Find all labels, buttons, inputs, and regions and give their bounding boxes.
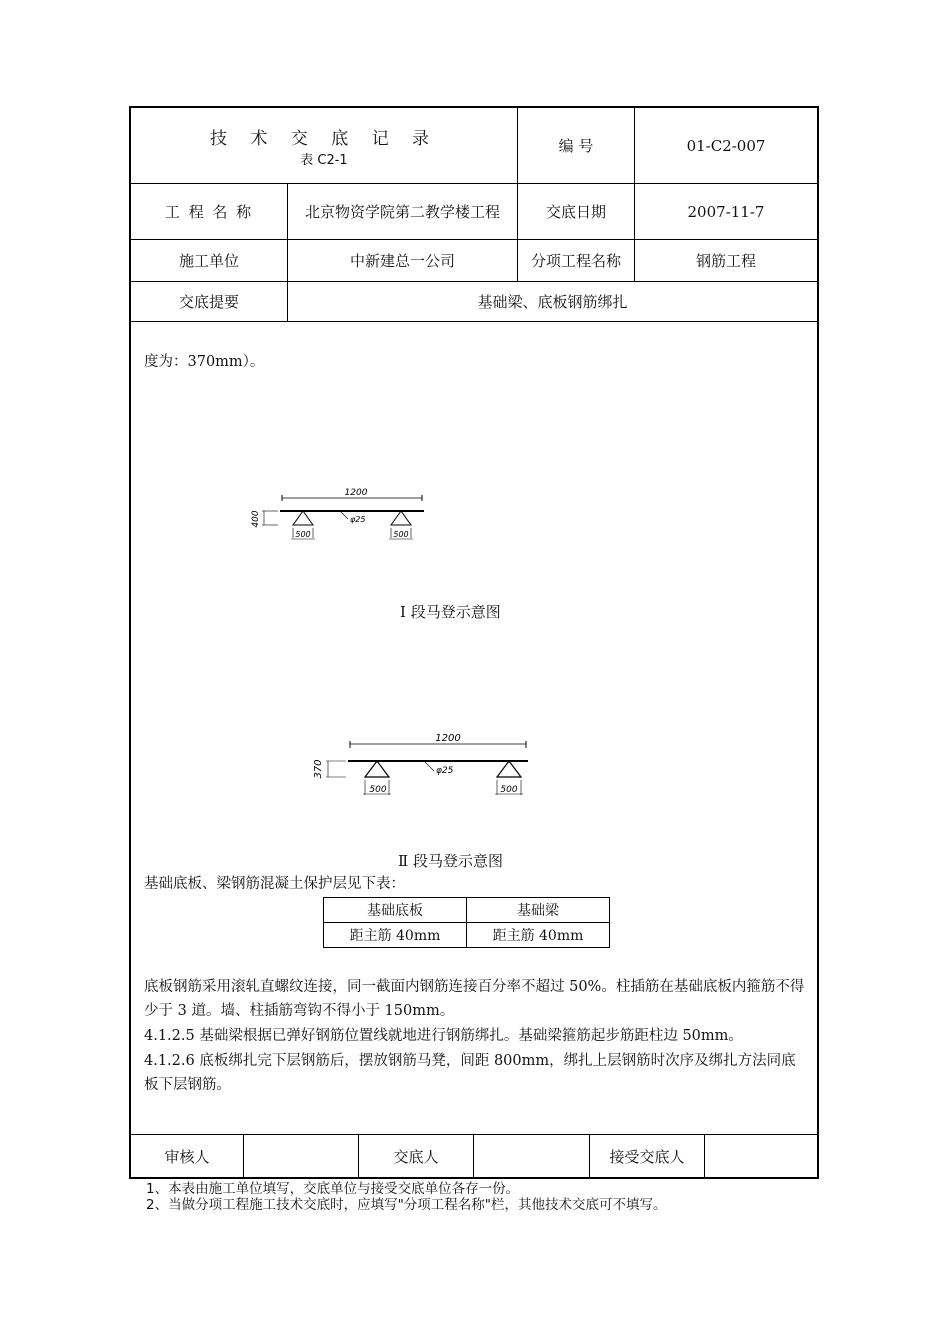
row-divider [129, 321, 819, 322]
summary-label: 交底提要 [178, 293, 239, 311]
height-label: 370 [313, 759, 324, 779]
title-cell [131, 108, 517, 183]
subproject-label: 分项工程名称 [530, 252, 621, 270]
reviewer-label: 审核人 [164, 1147, 210, 1166]
leg-label-right: 500 [393, 530, 409, 539]
code-label: 编 号 [558, 137, 594, 155]
table-row [324, 923, 610, 948]
bar-label: φ25 [436, 766, 454, 776]
leader-line [424, 761, 434, 771]
summary-value: 基础梁、底板钢筋绑扎 [477, 293, 628, 311]
footnote-1: 1、本表由施工单位填写，交底单位与接受交底单位各存一份。 [146, 1181, 520, 1197]
diagram-2-caption: Ⅱ 段马登示意图 [398, 852, 503, 870]
body-paragraph: 4.1.2.6 底板绑扎完下层钢筋后，摆放钢筋马凳，间距 800mm，绑扎上层钢筋时次序及绑扎方法同底板下层钢筋。 [144, 1053, 796, 1093]
footnote-2: 2、当做分项工程施工技术交底时，应填写"分项工程名称"栏，其他技术交底可不填写。 [146, 1197, 667, 1213]
leader-line [340, 511, 348, 519]
date-value: 2007-11-7 [687, 202, 765, 221]
subproject-value: 钢筋工程 [695, 252, 756, 270]
document-title: 技 术 交 底 记 录 [209, 128, 439, 149]
project-value: 北京物资学院第二教学楼工程 [304, 203, 500, 221]
reviewer-signature [244, 1135, 358, 1177]
support-triangle-left [293, 511, 313, 525]
height-label: 400 [251, 510, 261, 528]
project-label: 工 程 名 称 [164, 203, 254, 221]
support-triangle-right [497, 761, 521, 777]
discloser-label: 交底人 [393, 1147, 439, 1166]
table-cell: 距主筋 40mm [467, 923, 610, 948]
table-row [324, 898, 610, 923]
body-paragraph: 底板钢筋采用滚轧直螺纹连接，同一截面内钢筋连接百分率不超过 50%。柱插筋在基础底板内箍筋不得少于 3 道。墙、柱插筋弯钩不得小于 150mm。 [144, 979, 805, 1019]
table-header: 基础梁 [467, 898, 610, 923]
body-paragraph: 4.1.2.5 基础梁根据已弹好钢筋位置线就地进行钢筋绑扎。基础梁箍筋起步筋距柱边 50mm。 [144, 1028, 743, 1044]
cover-intro: 基础底板、梁钢筋混凝土保护层见下表： [144, 876, 405, 892]
leg-label-right: 500 [500, 785, 518, 795]
receiver-label: 接受交底人 [609, 1147, 685, 1166]
stool-diagram-2 [300, 728, 540, 800]
diagram-1-caption: Ⅰ 段马登示意图 [400, 603, 501, 621]
leg-label-left: 500 [369, 785, 387, 795]
table-header: 基础底板 [324, 898, 467, 923]
form-number: 表 C2-1 [300, 152, 348, 168]
body-first-line: 度为：370mm）。 [144, 354, 265, 370]
receiver-signature [705, 1135, 817, 1177]
contractor-value: 中新建总一公司 [349, 252, 455, 270]
bar-label: φ25 [350, 515, 366, 524]
support-triangle-right [391, 511, 411, 525]
date-label: 交底日期 [545, 203, 606, 221]
table-cell: 距主筋 40mm [324, 923, 467, 948]
code-value: 01-C2-007 [686, 136, 766, 155]
leg-label-left: 500 [295, 530, 311, 539]
contractor-label: 施工单位 [178, 252, 239, 270]
stool-diagram-1 [240, 484, 440, 550]
support-triangle-left [365, 761, 389, 777]
discloser-signature [474, 1135, 589, 1177]
span-label: 1200 [344, 488, 368, 498]
span-label: 1200 [435, 733, 461, 744]
cover-table [323, 897, 610, 948]
